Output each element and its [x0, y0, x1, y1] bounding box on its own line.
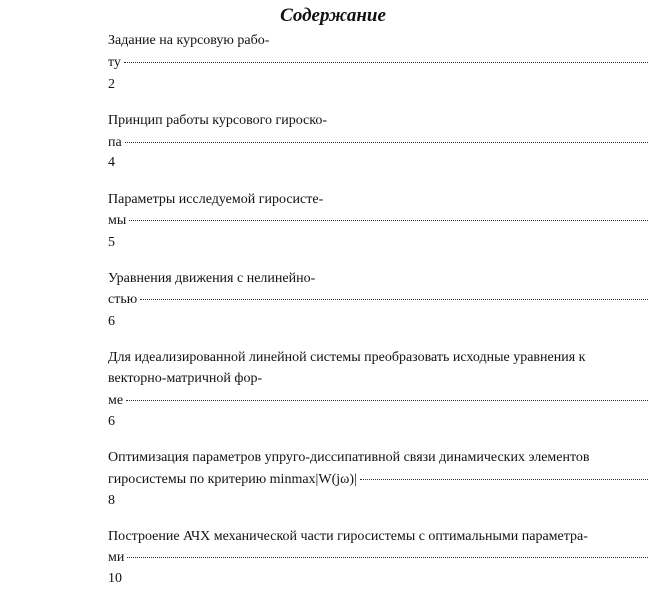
dot-leader	[129, 219, 648, 221]
toc-entry-1-last-line: ту	[108, 55, 121, 70]
toc-entry-1-line-1: Задание на курсовую рабо-	[108, 33, 270, 48]
toc-entry-7-page-number: 10	[108, 571, 122, 586]
toc-entry-6-line-1: Оптимизация параметров упруго-диссипативной связи динамических элементов	[108, 450, 590, 465]
toc-entry-6-leader	[108, 471, 648, 489]
page-title: Содержание	[280, 5, 386, 26]
toc-entry-5-leader	[108, 392, 648, 410]
dot-leader	[124, 61, 648, 63]
dot-leader	[126, 399, 648, 401]
toc-entry-5-line-2: векторно-матричной фор-	[108, 371, 263, 386]
toc-entry-2-leader	[108, 134, 648, 152]
toc-entry-3-page-number: 5	[108, 235, 115, 250]
toc-entry-1-page-number: 2	[108, 77, 115, 92]
toc-entry-6-page-number: 8	[108, 493, 115, 508]
dot-leader	[360, 478, 648, 480]
toc-entry-7-leader	[108, 549, 648, 567]
toc-entry-5-last-line: ме	[108, 393, 124, 408]
toc-entry-7-line-1: Построение АЧХ механической части гиросистемы с оптимальными параметра-	[108, 529, 588, 544]
toc-entry-4-last-line: стью	[108, 292, 138, 307]
toc-entry-3-leader	[108, 212, 648, 230]
toc-entry-4-leader	[108, 291, 648, 309]
toc-entry-2-line-1: Принцип работы курсового гироско-	[108, 113, 328, 128]
toc-entry-4-line-1: Уравнения движения с нелинейно-	[108, 271, 316, 286]
toc-entry-1-leader	[108, 54, 648, 72]
toc-entry-2-page-number: 4	[108, 155, 115, 170]
toc-entry-6-last-line: гиросистемы по критерию minmax|W(jω)|	[108, 472, 357, 487]
toc-entry-5-page-number: 6	[108, 414, 115, 429]
toc-entry-2-last-line: па	[108, 135, 122, 150]
dot-leader	[140, 298, 648, 300]
toc-entry-4-page-number: 6	[108, 314, 115, 329]
dot-leader	[127, 556, 648, 558]
toc-entry-3-last-line: мы	[108, 213, 127, 228]
toc-entry-3-line-1: Параметры исследуемой гиросисте-	[108, 192, 324, 207]
toc-entry-7-last-line: ми	[108, 550, 125, 565]
dot-leader	[125, 141, 648, 143]
toc-entry-5-line-1: Для идеализированной линейной системы преобразовать исходные уравнения к	[108, 350, 586, 365]
